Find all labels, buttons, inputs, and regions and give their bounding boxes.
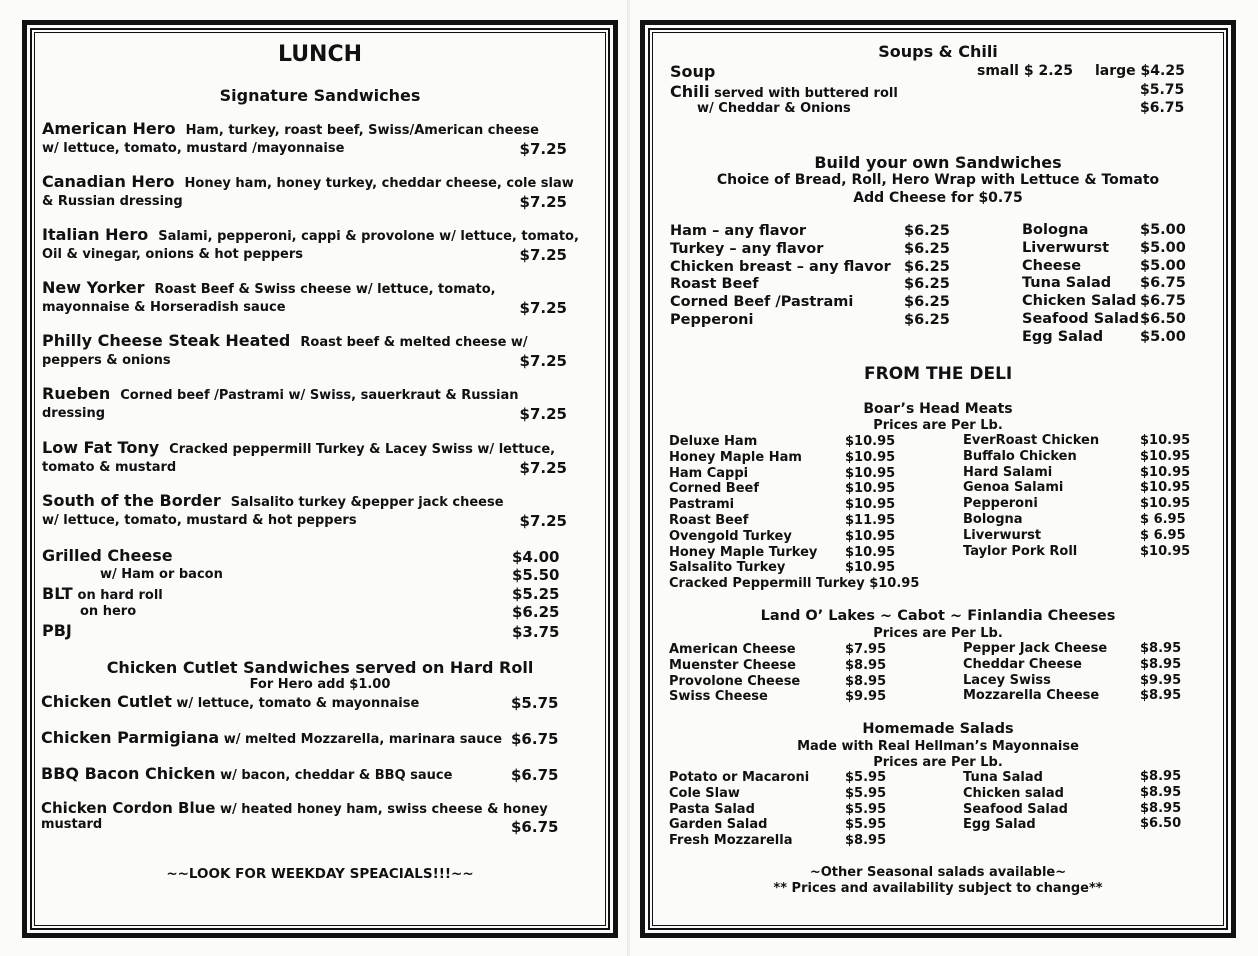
- meats-last: Cracked Peppermill Turkey $10.95: [669, 576, 920, 591]
- signature-item: [42, 332, 567, 370]
- cutlet-item-name: BBQ Bacon Chicken: [41, 764, 216, 783]
- menu-cell: Honey Maple Ham: [669, 449, 802, 465]
- cheese-right-prices: [1140, 641, 1181, 704]
- signature-item: [42, 385, 567, 423]
- build-right-prices: [1140, 222, 1186, 347]
- menu-cell: Cheddar Cheese: [963, 656, 1082, 672]
- blt-sub-price: $6.25: [512, 603, 560, 621]
- signature-item-desc: Roast beef & melted cheese w/: [300, 335, 528, 350]
- menu-cell: $5.00: [1140, 328, 1186, 345]
- chili-desc: served with buttered roll: [714, 86, 898, 101]
- signature-item-price: $7.25: [519, 140, 567, 158]
- menu-cell: Mozzarella Cheese: [963, 688, 1100, 704]
- menu-cell: $6.75: [1140, 275, 1186, 292]
- signature-item-name: Rueben: [42, 384, 111, 403]
- menu-cell: Roast Beef: [669, 512, 749, 528]
- menu-cell: Deluxe Ham: [669, 434, 758, 449]
- menu-cell: $5.95: [845, 770, 887, 785]
- menu-cell: Corned Beef /Pastrami: [670, 294, 854, 311]
- deli-heading: FROM THE DELI: [864, 364, 1013, 384]
- menu-cell: Cheese: [1022, 257, 1082, 274]
- page-fold: [627, 0, 630, 956]
- signature-item-line1: [42, 332, 567, 352]
- chili-price: $5.75: [1140, 82, 1185, 98]
- blt-sub: on hero: [80, 604, 137, 619]
- signature-item-name: American Hero: [42, 119, 176, 138]
- grilled-name: Grilled Cheese: [42, 546, 173, 565]
- menu-cell: Tuna Salad: [1022, 275, 1112, 292]
- cutlet-item: [41, 692, 419, 711]
- menu-cell: $10.95: [845, 544, 896, 560]
- cordon-desc1: w/ heated honey ham, swiss cheese & honey: [219, 802, 548, 817]
- soup-large-price: large $4.25: [1095, 63, 1185, 79]
- menu-cell: $10.95: [1140, 480, 1191, 496]
- menu-cell: $10.95: [1140, 543, 1191, 559]
- menu-cell: Chicken breast – any flavor: [670, 258, 891, 275]
- cheese-right-names: [963, 641, 1107, 704]
- build-right-names: [1022, 222, 1139, 347]
- cutlet-item-price: $6.75: [511, 766, 559, 784]
- menu-cell: Pastrami: [669, 497, 735, 513]
- signature-item-desc2: w/ lettuce, tomato, mustard /mayonnaise: [42, 141, 345, 156]
- menu-cell: $10.95: [1140, 448, 1191, 464]
- menu-cell: $ 6.95: [1140, 511, 1186, 527]
- menu-cell: Roast Beef: [670, 276, 759, 293]
- menu-cell: Corned Beef: [669, 481, 759, 497]
- menu-cell: $5.95: [845, 785, 887, 801]
- menu-cell: Swiss Cheese: [669, 689, 768, 705]
- cutlet-item: [41, 764, 452, 783]
- menu-cell: $10.95: [845, 497, 896, 513]
- cutlet-note: For Hero add $1.00: [249, 677, 391, 692]
- menu-cell: Egg Salad: [1022, 328, 1104, 345]
- signature-item-price: $7.25: [519, 405, 567, 423]
- menu-cell: $10.95: [1140, 496, 1191, 512]
- lunch-panel: [22, 20, 618, 938]
- menu-cell: $6.25: [904, 311, 950, 328]
- menu-cell: Chicken Salad: [1022, 293, 1137, 310]
- cordon-name: Chicken Cordon Blue: [41, 799, 216, 817]
- menu-cell: $10.95: [845, 560, 896, 576]
- cutlet-heading: Chicken Cutlet Sandwiches served on Hard Roll: [106, 658, 534, 677]
- signature-item: [42, 439, 567, 477]
- signature-item-price: $7.25: [519, 193, 567, 211]
- signature-item-desc: Salami, pepperoni, cappi & provolone w/ lettuce, tomato,: [158, 229, 579, 244]
- cheese-heading: Land O’ Lakes ~ Cabot ~ Finlandia Cheeses: [760, 608, 1116, 624]
- cordon-price: $6.75: [511, 818, 559, 836]
- menu-cell: Muenster Cheese: [669, 657, 796, 673]
- salads-line1: Made with Real Hellman’s Mayonnaise: [797, 739, 1079, 754]
- chili-line: [670, 82, 898, 101]
- menu-cell: Honey Maple Turkey: [669, 544, 818, 560]
- boars-heading: Boar’s Head Meats: [863, 401, 1013, 417]
- chili-sub-price: $6.75: [1140, 100, 1185, 116]
- boars-note: Prices are Per Lb.: [873, 418, 1003, 433]
- menu-cell: Seafood Salad: [963, 801, 1068, 817]
- lunch-title: LUNCH: [277, 42, 363, 67]
- menu-cell: Liverwurst: [963, 527, 1042, 543]
- menu-cell: Cole Slaw: [669, 785, 740, 801]
- salads-right-names: [963, 770, 1068, 833]
- menu-cell: $10.95: [1140, 464, 1191, 480]
- signature-item-line1: [42, 225, 579, 246]
- signature-item-line1: [42, 492, 567, 512]
- signature-item-desc: Cracked peppermill Turkey & Lacey Swiss w/ lettuce,: [169, 442, 556, 457]
- signature-item-line1: [42, 385, 567, 405]
- menu-cell: Egg Salad: [963, 817, 1036, 833]
- cutlet-item-desc: w/ bacon, cheddar & BBQ sauce: [220, 768, 453, 783]
- signature-item-price: $7.25: [519, 299, 567, 317]
- grilled-price: $4.00: [512, 548, 560, 566]
- menu-cell: Ham Cappi: [669, 465, 749, 481]
- signature-item-price: $7.25: [519, 512, 567, 530]
- footer-disclaimer: ** Prices and availability subject to change**: [773, 881, 1103, 896]
- signature-item: [42, 172, 574, 211]
- cheese-left-names: [669, 642, 800, 705]
- signature-heading: Signature Sandwiches: [219, 86, 421, 105]
- signature-item: [42, 492, 567, 530]
- menu-cell: $10.95: [1140, 433, 1191, 448]
- menu-cell: Provolone Cheese: [669, 673, 801, 689]
- footer-seasonal: ~Other Seasonal salads available~: [809, 865, 1067, 880]
- signature-item-name: New Yorker: [42, 278, 145, 297]
- grilled-sub: w/ Ham or bacon: [100, 567, 223, 582]
- menu-cell: $10.95: [845, 465, 896, 481]
- signature-item-desc2: peppers & onions: [42, 353, 171, 368]
- menu-cell: $5.95: [845, 817, 887, 833]
- signature-item-desc: Honey ham, honey turkey, cheddar cheese, cole slaw: [184, 176, 574, 191]
- signature-item-line1: [42, 439, 567, 459]
- menu-cell: $10.95: [845, 434, 896, 449]
- menu-cell: EverRoast Chicken: [963, 433, 1100, 448]
- menu-cell: $10.95: [845, 481, 896, 497]
- menu-cell: Potato or Macaroni: [669, 770, 810, 785]
- menu-cell: $8.95: [1140, 688, 1182, 704]
- menu-cell: Hard Salami: [963, 464, 1053, 480]
- menu-cell: $8.95: [1140, 784, 1182, 800]
- signature-item: [42, 225, 579, 264]
- menu-cell: Ham – any flavor: [670, 223, 807, 239]
- signature-item: [42, 279, 567, 317]
- menu-cell: $6.75: [1140, 293, 1186, 310]
- chili-sub: w/ Cheddar & Onions: [697, 101, 851, 116]
- signature-item-name: Low Fat Tony: [42, 438, 160, 457]
- menu-cell: Salsalito Turkey: [669, 560, 786, 576]
- signature-item-desc2: mayonnaise & Horseradish sauce: [42, 300, 286, 315]
- menu-cell: $5.95: [845, 801, 887, 817]
- menu-cell: Lacey Swiss: [963, 672, 1051, 688]
- build-left-names: [670, 223, 891, 330]
- salads-right-prices: [1140, 769, 1181, 832]
- chili-name: Chili: [670, 82, 710, 101]
- signature-item-desc: Roast Beef & Swiss cheese w/ lettuce, tomato,: [154, 282, 496, 297]
- cutlet-item-desc: w/ lettuce, tomato & mayonnaise: [176, 696, 420, 711]
- border-inner: [34, 32, 606, 926]
- menu-cell: Liverwurst: [1022, 239, 1110, 256]
- meats-right-prices: [1140, 433, 1190, 559]
- menu-cell: Pepperoni: [963, 496, 1038, 512]
- specials-note: ~~LOOK FOR WEEKDAY SPEACIALS!!!~~: [166, 866, 474, 882]
- signature-item-name: Canadian Hero: [42, 172, 175, 191]
- menu-cell: Buffalo Chicken: [963, 448, 1077, 464]
- cheese-left-prices: [845, 642, 886, 705]
- salads-left-prices: [845, 770, 886, 849]
- signature-item: [42, 120, 567, 158]
- signature-item-desc2: Oil & vinegar, onions & hot peppers: [42, 247, 303, 262]
- blt-price: $5.25: [512, 585, 560, 603]
- menu-cell: $8.95: [1140, 769, 1182, 784]
- signature-item-line1: [42, 279, 567, 299]
- salads-left-names: [669, 770, 809, 849]
- menu-cell: $8.95: [1140, 656, 1182, 672]
- pbj-name: PBJ: [42, 621, 72, 640]
- soups-heading: Soups & Chili: [878, 42, 998, 61]
- cutlet-item: [41, 728, 502, 747]
- menu-cell: $10.95: [845, 528, 896, 544]
- menu-cell: Genoa Salami: [963, 480, 1064, 496]
- build-left-prices: [904, 223, 950, 330]
- menu-cell: $8.95: [845, 657, 887, 673]
- build-line1: Choice of Bread, Roll, Hero Wrap with Lettuce & Tomato: [716, 172, 1160, 188]
- menu-cell: $6.25: [904, 223, 950, 239]
- menu-cell: Taylor Pork Roll: [963, 543, 1078, 559]
- menu-cell: Fresh Mozzarella: [669, 833, 793, 849]
- menu-cell: Pasta Salad: [669, 801, 755, 817]
- menu-cell: Bologna: [1022, 222, 1089, 238]
- signature-item-desc: Ham, turkey, roast beef, Swiss/American cheese: [185, 123, 539, 138]
- meats-left-names: [669, 434, 817, 576]
- menu-cell: $5.00: [1140, 222, 1186, 238]
- salads-note: Prices are Per Lb.: [873, 755, 1003, 770]
- deli-panel: [640, 20, 1236, 938]
- menu-cell: $5.00: [1140, 239, 1186, 256]
- cutlet-item-desc: w/ melted Mozzarella, marinara sauce: [223, 732, 503, 747]
- signature-item-price: $7.25: [519, 352, 567, 370]
- menu-cell: Bologna: [963, 511, 1023, 527]
- soup-small-price: small $ 2.25: [977, 63, 1073, 79]
- menu-cell: Garden Salad: [669, 817, 768, 833]
- signature-item-price: $7.25: [519, 246, 567, 264]
- cutlet-item-price: $6.75: [511, 730, 559, 748]
- menu-cell: $9.95: [845, 689, 887, 705]
- cutlet-item-name: Chicken Cutlet: [41, 692, 172, 711]
- meats-right-names: [963, 433, 1099, 559]
- menu-cell: $11.95: [845, 512, 896, 528]
- blt-line: [42, 584, 163, 603]
- signature-item-name: South of the Border: [42, 491, 221, 510]
- menu-cell: $8.95: [845, 833, 887, 849]
- menu-cell: $6.50: [1140, 816, 1182, 832]
- menu-cell: Pepperoni: [670, 311, 754, 328]
- cordon-desc2: mustard: [41, 817, 103, 832]
- signature-item-desc2: tomato & mustard: [42, 460, 177, 475]
- signature-item-price: $7.25: [519, 459, 567, 477]
- cheese-note: Prices are Per Lb.: [873, 626, 1003, 641]
- cutlet-item-name: Chicken Parmigiana: [41, 728, 220, 747]
- menu-cell: $ 6.95: [1140, 527, 1186, 543]
- signature-item-name: Philly Cheese Steak Heated: [42, 331, 291, 350]
- signature-item-desc2: dressing: [42, 406, 106, 421]
- menu-cell: Pepper Jack Cheese: [963, 641, 1108, 656]
- menu-cell: Turkey – any flavor: [670, 240, 824, 257]
- blt-desc: on hard roll: [77, 588, 163, 603]
- signature-item-name: Italian Hero: [42, 225, 149, 244]
- signature-item-desc: Corned beef /Pastrami w/ Swiss, sauerkraut & Russian: [120, 388, 519, 403]
- menu-cell: American Cheese: [669, 642, 796, 657]
- menu-cell: $10.95: [845, 449, 896, 465]
- signature-item-desc2: & Russian dressing: [42, 194, 183, 209]
- menu-cell: $8.95: [1140, 800, 1182, 816]
- signature-item-line1: [42, 120, 567, 140]
- menu-cell: Tuna Salad: [963, 770, 1043, 785]
- menu-cell: $7.95: [845, 642, 887, 657]
- meats-left-prices: [845, 434, 895, 576]
- menu-cell: Chicken salad: [963, 785, 1064, 801]
- signature-item-line1: [42, 172, 574, 193]
- menu-cell: $6.25: [904, 294, 950, 311]
- menu-cell: $6.25: [904, 240, 950, 257]
- menu-cell: Ovengold Turkey: [669, 528, 792, 544]
- menu-cell: $8.95: [845, 673, 887, 689]
- menu-cell: $9.95: [1140, 672, 1182, 688]
- menu-cell: $5.00: [1140, 257, 1186, 274]
- build-heading: Build your own Sandwiches: [814, 153, 1062, 172]
- menu-cell: Seafood Salad: [1022, 310, 1140, 327]
- menu-cell: $6.25: [904, 276, 950, 293]
- salads-heading: Homemade Salads: [862, 721, 1014, 737]
- grilled-sub-price: $5.50: [512, 566, 560, 584]
- blt-name: BLT: [42, 584, 73, 603]
- signature-item-desc: Salsalito turkey &pepper jack cheese: [230, 495, 504, 510]
- cutlet-item-price: $5.75: [511, 694, 559, 712]
- signature-item-desc2: w/ lettuce, tomato, mustard & hot peppers: [42, 513, 357, 528]
- build-line2: Add Cheese for $0.75: [853, 190, 1023, 206]
- soup-name: Soup: [670, 62, 716, 81]
- pbj-price: $3.75: [512, 623, 560, 641]
- menu-cell: $6.50: [1140, 310, 1186, 327]
- cordon-line: [41, 799, 548, 817]
- menu-cell: $8.95: [1140, 641, 1182, 656]
- menu-cell: $6.25: [904, 258, 950, 275]
